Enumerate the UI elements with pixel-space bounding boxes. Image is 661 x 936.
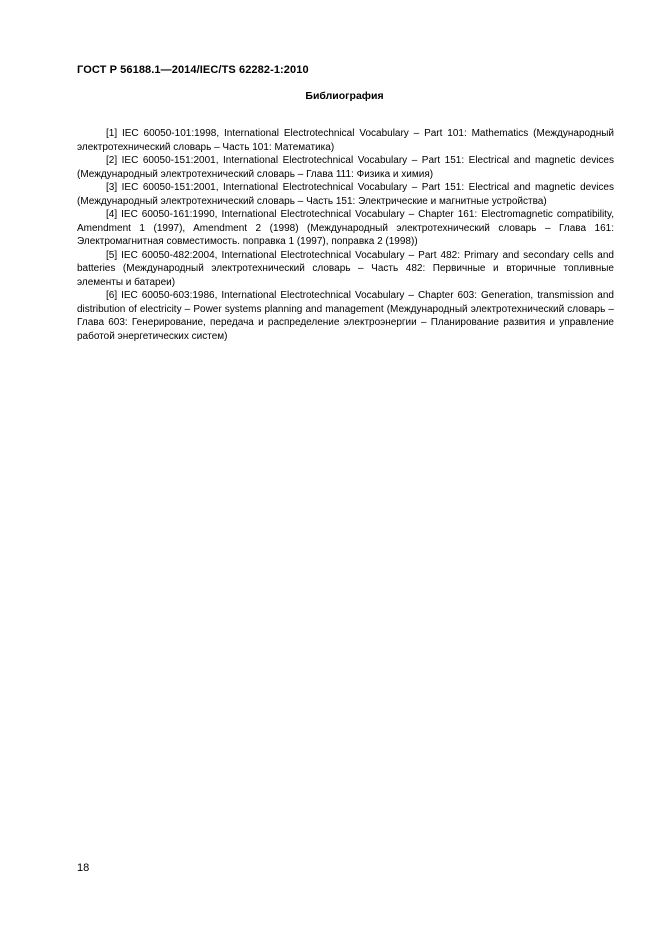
section-title: Библиография bbox=[305, 90, 384, 102]
bibliography-entry: [2] IEC 60050-151:2001, International Electrotechnical Vocabulary – Part 151: Electrical and magnetic devices (Международный электротехнический словарь – Глава 111: Физика и химия) bbox=[77, 155, 614, 180]
bibliography-entry: [1] IEC 60050-101:1998, International Electrotechnical Vocabulary – Part 101: Mathematics (Международный электротехнический словарь – Часть 101: Математика) bbox=[77, 128, 614, 153]
bibliography-list bbox=[77, 127, 614, 343]
document-code: ГОСТ Р 56188.1—2014/IEC/TS 62282-1:2010 bbox=[77, 64, 309, 76]
bibliography-entry: [4] IEC 60050-161:1990, International Electrotechnical Vocabulary – Chapter 161: Electromagnetic compatibility, Amendment 1 (1997), Amendment 2 (1998) (Международный электротехнический словарь – Глава 161: Электромагнитная совместимость. поправка 1 (1997), поправка 2 (1998)) bbox=[77, 209, 614, 247]
page-number: 18 bbox=[77, 862, 90, 874]
bibliography-entry: [6] IEC 60050-603:1986, International Electrotechnical Vocabulary – Chapter 603: Generation, transmission and distribution of electricity – Power systems planning and management (Международный электротехнический словарь – Глава 603: Генерирование, передача и распределение электроэнергии – Планирование развития и управление работой энергетических систем) bbox=[77, 290, 614, 342]
bibliography-entry: [3] IEC 60050-151:2001, International Electrotechnical Vocabulary – Part 151: Electrical and magnetic devices (Международный электротехнический словарь – Часть 151: Электрические и магнитные устройства) bbox=[77, 182, 614, 207]
bibliography-entry: [5] IEC 60050-482:2004, International Electrotechnical Vocabulary – Part 482: Primary and secondary cells and batteries (Международный электротехнический словарь – Часть 482: Первичные и вторичные топливные элементы и батареи) bbox=[77, 249, 614, 288]
